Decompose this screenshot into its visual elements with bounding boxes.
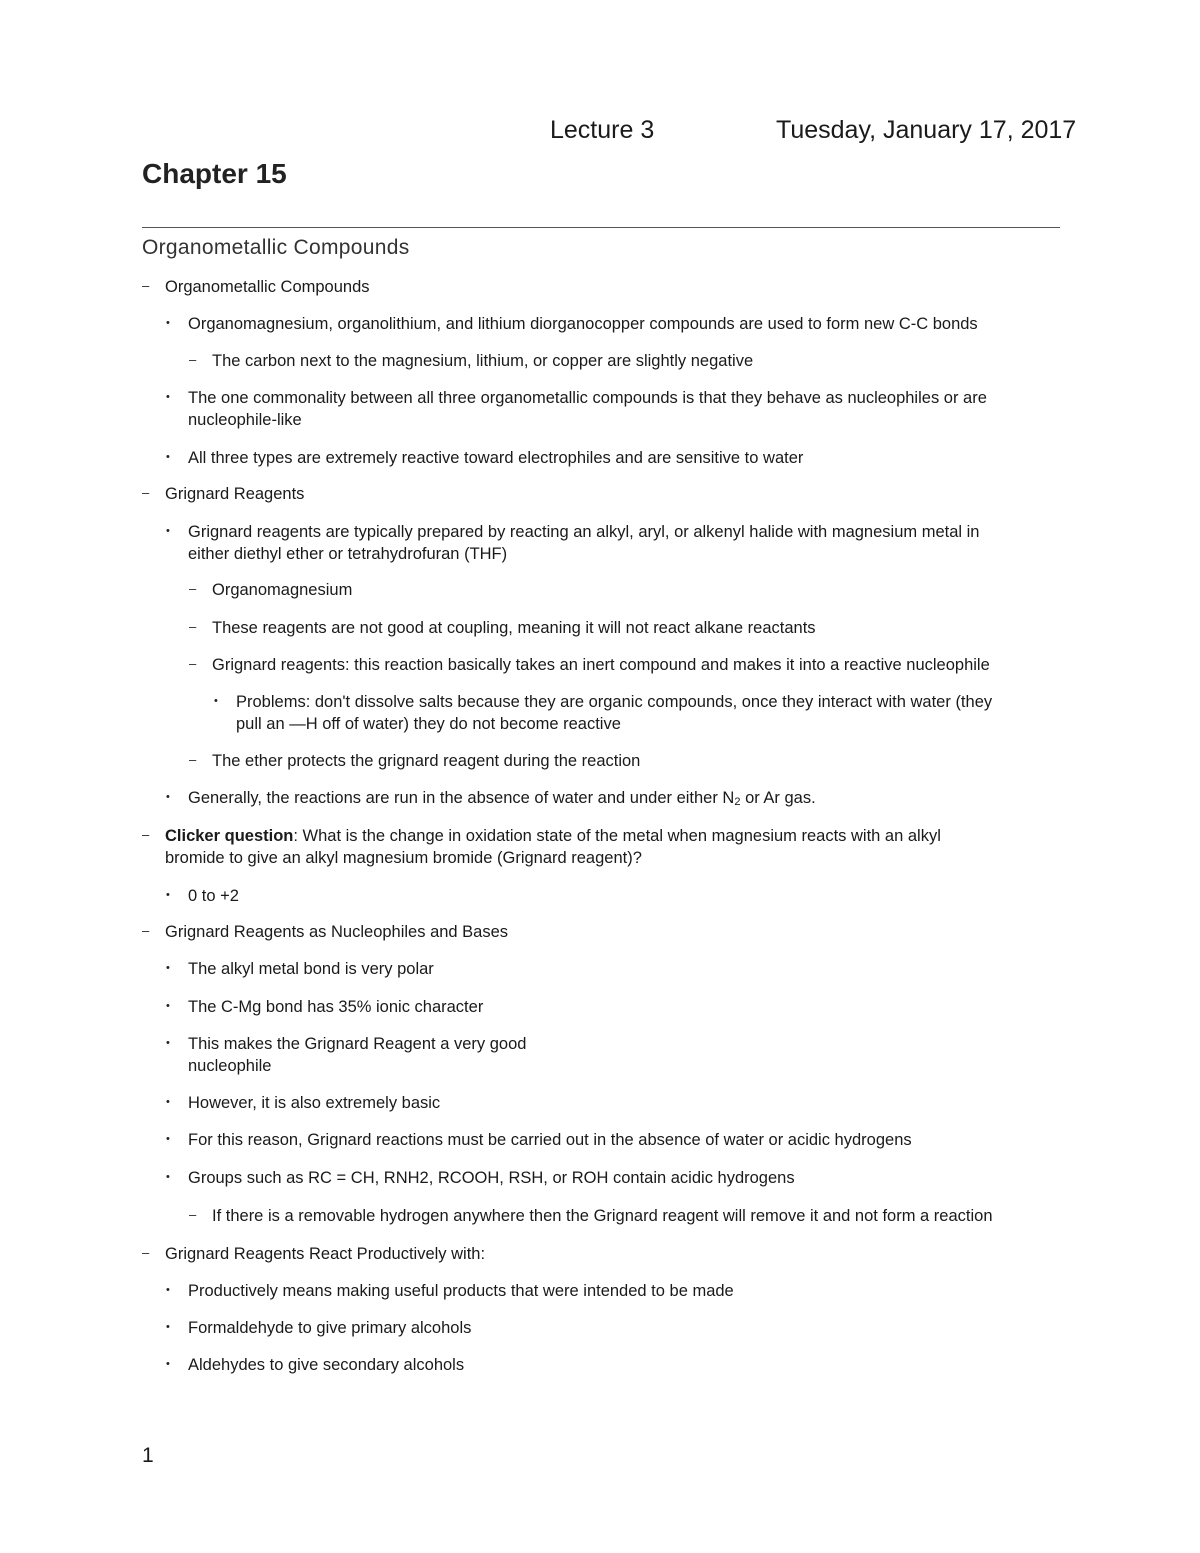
dash-marker: – [189, 619, 197, 634]
dash-marker: – [142, 827, 150, 842]
list-item: Aldehydes to give secondary alcohols [188, 1356, 465, 1374]
bullet-marker: • [166, 1037, 170, 1049]
list-item: Organometallic Compounds [165, 278, 370, 296]
bullet-marker: • [166, 1358, 170, 1370]
list-item: The one commonality between all three organometallic compounds is that they behave as nucleophiles or are [188, 389, 987, 407]
list-item: nucleophile [188, 1057, 272, 1075]
list-item: However, it is also extremely basic [188, 1094, 441, 1112]
list-item: The ether protects the grignard reagent during the reaction [212, 752, 641, 770]
chapter-title: Chapter 15 [142, 158, 287, 189]
list-item: Grignard reagents: this reaction basically takes an inert compound and makes it into a reactive nucleophile [212, 656, 990, 674]
bullet-marker: • [166, 391, 170, 403]
list-item: Grignard reagents are typically prepared by reacting an alkyl, aryl, or alkenyl halide with magnesium metal in [188, 523, 980, 541]
bullet-marker: • [166, 451, 170, 463]
bullet-marker: • [166, 962, 170, 974]
list-item: pull an —H off of water) they do not become reactive [236, 715, 621, 733]
list-item: Grignard Reagents [165, 485, 305, 503]
header-date: Tuesday, January 17, 2017 [776, 116, 1077, 144]
bullet-marker: • [166, 525, 170, 537]
dash-marker: – [189, 352, 197, 367]
list-item: The alkyl metal bond is very polar [188, 960, 434, 978]
gas-text: Generally, the reactions are run in the absence of water and under either N [188, 789, 735, 807]
page-number: 1 [142, 1444, 154, 1467]
header-lecture: Lecture 3 [550, 116, 655, 144]
bullet-marker: • [214, 695, 218, 707]
list-item [188, 787, 816, 813]
list-item: Grignard Reagents as Nucleophiles and Bases [165, 923, 509, 941]
gas-text-end: or Ar gas. [740, 789, 816, 807]
list-item: All three types are extremely reactive toward electrophiles and are sensitive to water [188, 449, 804, 467]
dash-marker: – [189, 656, 197, 671]
list-item: Formaldehyde to give primary alcohols [188, 1319, 472, 1337]
list-item: These reagents are not good at coupling, meaning it will not react alkane reactants [212, 619, 816, 637]
bullet-marker: • [166, 1133, 170, 1145]
bullet-marker: • [166, 1000, 170, 1012]
list-item: Groups such as RC = CH, RNH2, RCOOH, RSH, or ROH contain acidic hydrogens [188, 1169, 795, 1187]
list-item: 0 to +2 [188, 887, 239, 905]
bullet-marker: • [166, 1321, 170, 1333]
list-item: The C-Mg bond has 35% ionic character [188, 998, 484, 1016]
bullet-marker: • [166, 317, 170, 329]
list-item: Organomagnesium, organolithium, and lithium diorganocopper compounds are used to form new C-C bonds [188, 315, 978, 333]
dash-marker: – [142, 278, 150, 293]
horizontal-rule [142, 227, 1060, 228]
nitrogen-subscript: 2 [734, 796, 741, 808]
list-item: nucleophile-like [188, 411, 302, 429]
bullet-marker: • [166, 889, 170, 901]
list-item: either diethyl ether or tetrahydrofuran (THF) [188, 545, 508, 563]
dash-marker: – [189, 752, 197, 767]
list-item: Problems: don't dissolve salts because they are organic compounds, once they interact with water (they [236, 693, 993, 711]
list-item: If there is a removable hydrogen anywhere then the Grignard reagent will remove it and not form a reaction [212, 1207, 993, 1225]
dash-marker: – [142, 1245, 150, 1260]
section-title: Organometallic Compounds [142, 236, 410, 259]
bullet-marker: • [166, 1171, 170, 1183]
list-item: The carbon next to the magnesium, lithium, or copper are slightly negative [212, 352, 754, 370]
clicker-text: : What is the change in oxidation state of the metal when magnesium reacts with an alkyl [293, 827, 941, 845]
dash-marker: – [189, 581, 197, 596]
list-item: For this reason, Grignard reactions must be carried out in the absence of water or acidic hydrogens [188, 1131, 912, 1149]
clicker-label: Clicker question [165, 827, 294, 845]
bullet-marker: • [166, 1284, 170, 1296]
bullet-marker: • [166, 791, 170, 803]
dash-marker: – [142, 485, 150, 500]
bullet-marker: • [166, 1096, 170, 1108]
dash-marker: – [142, 923, 150, 938]
list-item: This makes the Grignard Reagent a very good [188, 1035, 527, 1053]
list-item: Productively means making useful products that were intended to be made [188, 1282, 734, 1300]
list-item: bromide to give an alkyl magnesium bromide (Grignard reagent)? [165, 849, 642, 867]
list-item [165, 825, 941, 847]
list-item: Organomagnesium [212, 581, 353, 599]
dash-marker: – [189, 1207, 197, 1222]
list-item: Grignard Reagents React Productively with: [165, 1245, 486, 1263]
